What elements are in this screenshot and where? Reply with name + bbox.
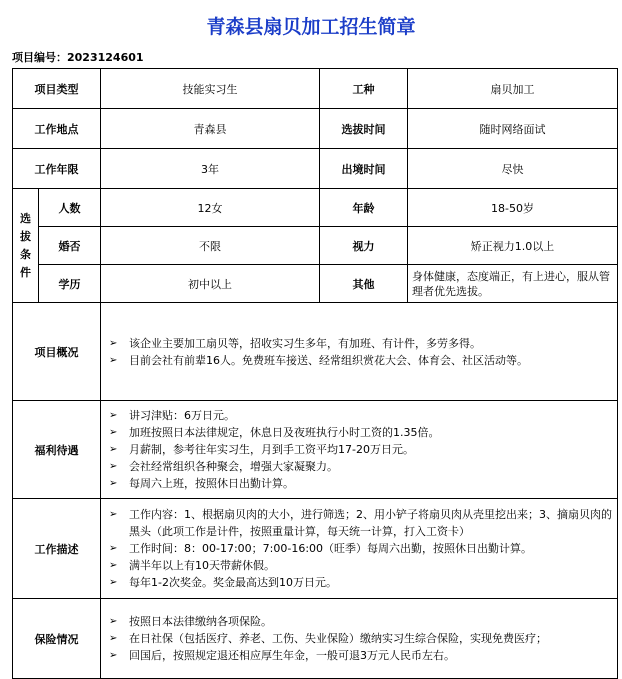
- departure-time-value: 尽快: [408, 149, 618, 189]
- list-item: ➢ 讲习津贴：6万日元。: [107, 407, 613, 424]
- selection-time-label: 选拔时间: [320, 109, 408, 149]
- work-location-value: 青森县: [101, 109, 320, 149]
- age-label: 年龄: [320, 189, 408, 227]
- job-description-content: [101, 499, 618, 599]
- insurance-label: 保险情况: [13, 599, 101, 679]
- table-row: [13, 69, 618, 109]
- project-type-label: 项目类型: [13, 69, 101, 109]
- overview-content: [101, 303, 618, 401]
- info-table: [12, 68, 618, 679]
- age-value: 18-50岁: [408, 189, 618, 227]
- table-row: [13, 189, 618, 227]
- work-location-label: 工作地点: [13, 109, 101, 149]
- education-value: 初中以上: [101, 265, 320, 303]
- vision-value: 矫正视力1.0以上: [408, 227, 618, 265]
- list-item: ➢ 目前会社有前辈16人。免费班车接送、经常组织赏花大会、体育会、社区活动等。: [107, 352, 613, 369]
- list-item: ➢ 加班按照日本法律规定，休息日及夜班执行小时工资的1.35倍。: [107, 424, 613, 441]
- benefits-content: [101, 401, 618, 499]
- vision-label: 视力: [320, 227, 408, 265]
- table-row: [13, 499, 618, 599]
- table-row: [13, 401, 618, 499]
- work-years-label: 工作年限: [13, 149, 101, 189]
- headcount-value: 12女: [101, 189, 320, 227]
- marital-label: 婚否: [39, 227, 101, 265]
- work-years-value: 3年: [101, 149, 320, 189]
- list-item: ➢ 工作时间：8：00-17:00；7:00-16:00（旺季）每周六出勤，按照休日出勤计算。: [107, 540, 613, 557]
- marital-value: 不限: [101, 227, 320, 265]
- benefits-label: 福利待遇: [13, 401, 101, 499]
- table-row: [13, 109, 618, 149]
- table-row: [13, 265, 618, 303]
- list-item: ➢ 在日社保（包括医疗、养老、工伤、失业保险）缴纳实习生综合保险，实现免费医疗；: [107, 630, 613, 647]
- table-row: [13, 149, 618, 189]
- list-item: ➢ 该企业主要加工扇贝等，招收实习生多年，有加班、有计件，多劳多得。: [107, 335, 613, 352]
- other-label: 其他: [320, 265, 408, 303]
- headcount-label: 人数: [39, 189, 101, 227]
- table-row: [13, 227, 618, 265]
- list-item: ➢ 每年1-2次奖金。奖金最高达到10万日元。: [107, 574, 613, 591]
- list-item: ➢ 会社经常组织各种聚会，增强大家凝聚力。: [107, 458, 613, 475]
- table-row: [13, 599, 618, 679]
- overview-label: 项目概况: [13, 303, 101, 401]
- page-title: 青森县扇贝加工招生简章: [206, 16, 416, 38]
- selection-time-value: 随时网络面试: [408, 109, 618, 149]
- job-type-label: 工种: [320, 69, 408, 109]
- project-number-value: 2023124601: [67, 51, 144, 64]
- insurance-content: [101, 599, 618, 679]
- job-type-value: 扇贝加工: [408, 69, 618, 109]
- project-number: [12, 49, 144, 65]
- selection-conditions-label: 选 拔 条 件: [13, 189, 39, 303]
- list-item: ➢ 工作内容：1、根据扇贝肉的大小，进行筛选；2、用小铲子将扇贝肉从壳里挖出来；3、摘扇贝肉的黑头（此项工作是计件，按照重量计算，每天统一计算，打入工资卡）: [107, 506, 613, 540]
- list-item: ➢ 每周六上班，按照休日出勤计算。: [107, 475, 613, 492]
- education-label: 学历: [39, 265, 101, 303]
- list-item: ➢ 回国后，按照规定退还相应厚生年金，一般可退3万元人民币左右。: [107, 647, 613, 664]
- other-value: 身体健康，态度端正，有上进心，服从管理者优先选拔。: [408, 265, 618, 303]
- list-item: ➢ 按照日本法律缴纳各项保险。: [107, 613, 613, 630]
- project-type-value: 技能实习生: [101, 69, 320, 109]
- list-item: ➢ 月薪制，参考往年实习生，月到手工资平均17-20万日元。: [107, 441, 613, 458]
- list-item: ➢ 满半年以上有10天带薪休假。: [107, 557, 613, 574]
- departure-time-label: 出境时间: [320, 149, 408, 189]
- table-row: [13, 303, 618, 401]
- job-description-label: 工作描述: [13, 499, 101, 599]
- project-number-label: 项目编号：: [12, 51, 67, 64]
